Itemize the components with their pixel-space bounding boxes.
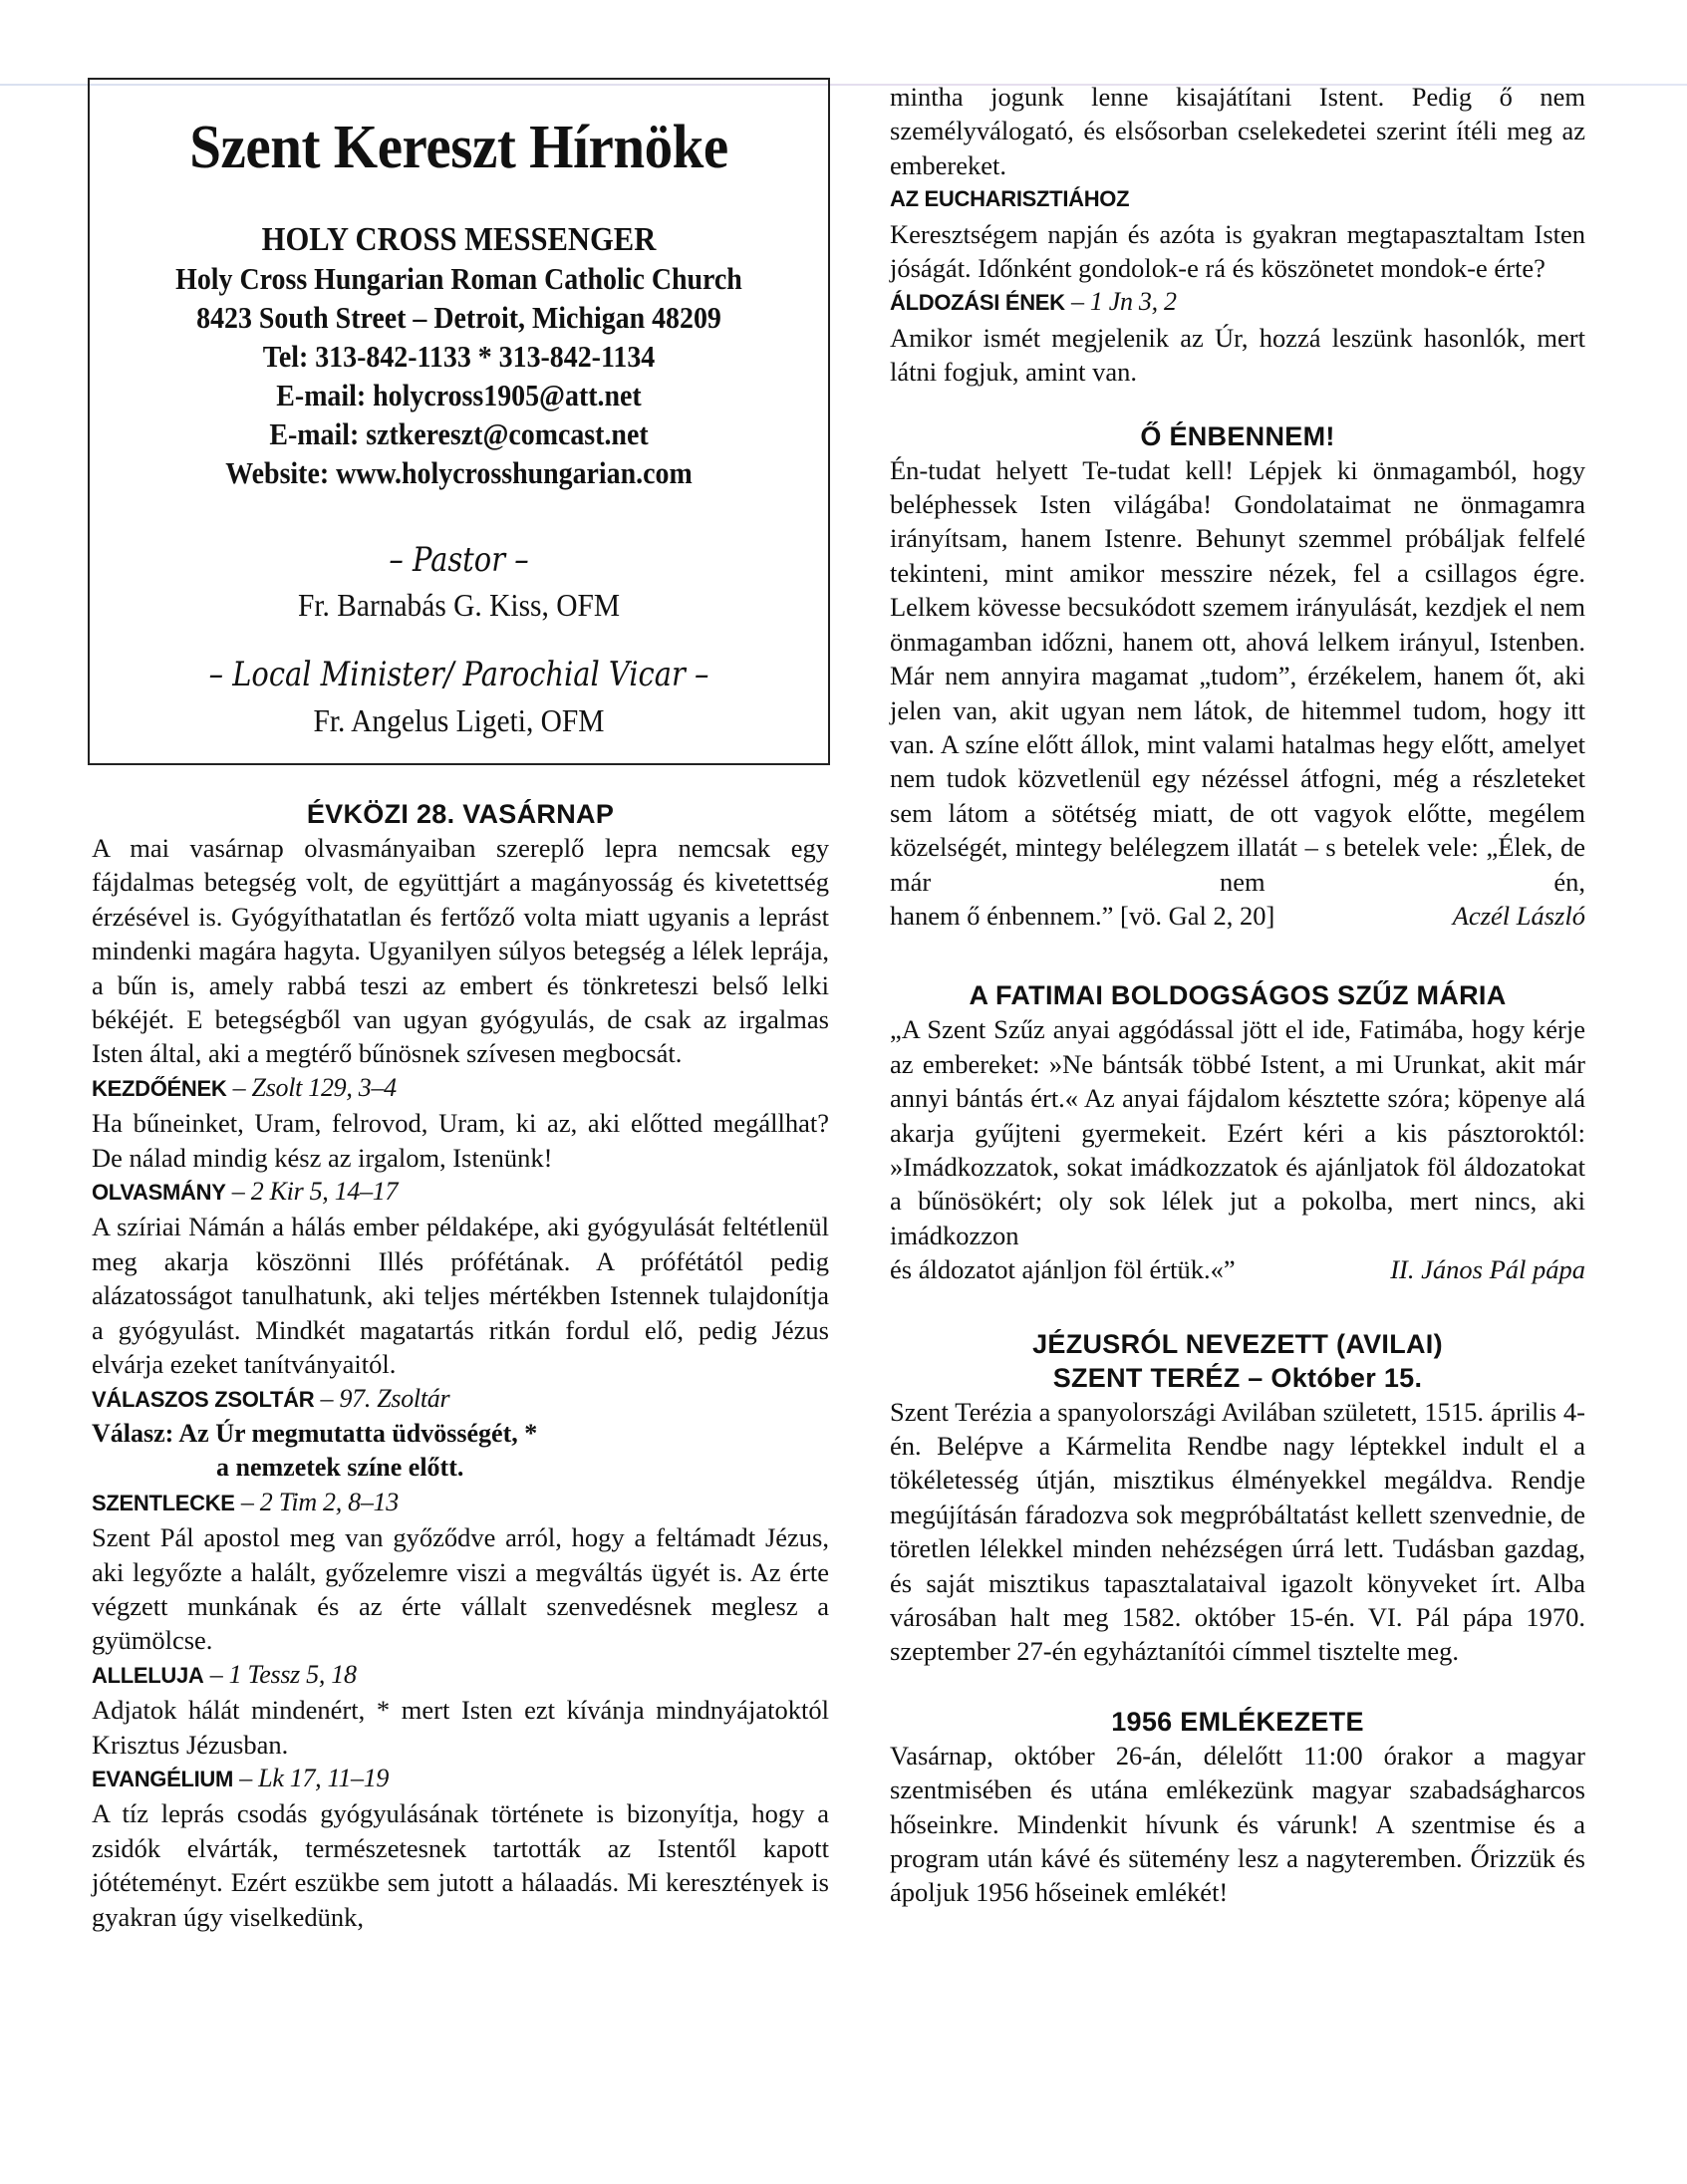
reading-label: ALLELUJA [92,1662,204,1688]
reading-sep: – [234,1487,260,1516]
article-closing [890,1252,1585,1286]
reading-label: EVANGÉLIUM [92,1766,234,1791]
eucharist-text: Keresztségem napján és azóta is gyakran megtapasztaltam Isten jóságát. Időnként gondolok-e rá és köszönetet mondok-e érte? [890,218,1585,284]
gospel-continuation: mintha jogunk lenne kisajátítani Istent. Pedig ő nem személyválogató, és elsősorban cselekedetei szerint ítéli meg az embereket. [890,82,1585,180]
reading-ref: 2 Tim 2, 8–13 [259,1487,399,1516]
reading-ref: 1 Tessz 5, 18 [228,1659,357,1689]
vicar-name: Fr. Angelus Ligeti, OFM [313,701,605,738]
article-title-line-2: SZENT TERÉZ – Október 15. [1052,1362,1423,1393]
right-column [890,80,1585,1910]
reading-ref: 2 Kir 5, 14–17 [250,1177,399,1207]
article-last-line: hanem ő énbennem.” [vö. Gal 2, 20] [890,900,1275,931]
reading-alleluia [92,1658,829,1762]
communion-sep: – [1064,287,1090,317]
reading-sep: – [226,1072,252,1102]
reading-entrance [92,1071,829,1175]
article-text: Én-tudat helyett Te-tudat kell! Lépjek ki önmagamból, hogy beléphessek Isten világába! Gondolataimat ne önmagamra irányítsam, hanem Istenre. Behunyt szemmel próbáljak felfelé tekinteni, mint amikor messzire nézek, fel a csillagos égre. Lelkem kövesse becsukódott szemem irányulását, kezdjek el nem önmagamban időzni, hanem ott, ahová lelkem irányul, Istenben. Már nem annyira magamat „tudom”, érzékelem, hanem őt, aki jelen van, akit ugyan nem látok, de hitemmel tudom, hogy itt van. A színe előtt állok, mint valami hatalmas hegy előtt, amelyet nem tudok közvetlenül egy nézéssel átfogni, még a részleteket sem látom a sötétség miatt, de ott vagyok előtte, megélem közelségét, mintegy belélegzem illatát – s betelek vele: „Élek, de már nem én, [890,454,1585,897]
article-title-line-1: JÉZUSRÓL NEVEZETT (AVILAI) [1032,1328,1443,1359]
sunday-title: ÉVKÖZI 28. VASÁRNAP [306,799,615,829]
church-phone: Tel: 313-842-1133 * 313-842-1134 [262,338,656,374]
reading-label: SZENTLECKE [92,1490,235,1515]
reading-text: A tíz leprás csodás gyógyulásának története is bizonyítja, hogy a zsidók elvárták, természetesnek tartották az Istentől kapott jótéteményt. Ezért eszükbe sem jutott a hálaadás. Mi keresztények is gyakran úgy viselkedünk, [92,1798,829,1932]
article-1956 [890,1705,1585,1910]
reading-second [92,1486,829,1658]
article-title: 1956 EMLÉKEZETE [1111,1706,1364,1737]
sunday-section [92,797,829,1071]
reading-sep: – [314,1383,340,1413]
church-email-2: E-mail: sztkereszt@comcast.net [269,415,649,451]
article-text: „A Szent Szűz anyai aggódással jött el ide, Fatimába, hogy kérje az embereket: »Ne bántsák többé Istent, a mi Urunkat, akit már annyi bántás ért.« Az anyai fájdalom késztette szóra; köpenye alá akarja gyűjteni gyermekeit. Ezért kéri a kis pásztoroktól: »Imádkozzatok, sokat imádkozzatok és ajánljatok föl áldozatokat a bűnösökért; oly sok lélek jut a pokolba, mert nincs, aki imádkozzon [890,1014,1585,1250]
masthead-box [88,78,830,765]
church-email-1: E-mail: holycross1905@att.net [276,377,642,412]
psalm-response-line-1: Válasz: Az Úr megmutatta üdvösségét, * [92,1418,538,1448]
reading-label: VÁLASZOS ZSOLTÁR [92,1386,315,1412]
reading-text: Adjatok hálát mindenért, * mert Isten ezt kívánja mindnyájatoktól Krisztus Jézusban. [92,1695,829,1760]
communion-text: Amikor ismét megjelenik az Úr, hozzá leszünk hasonlók, mert látni fogjuk, amint van. [890,322,1585,388]
reading-ref: Zsolt 129, 3–4 [251,1072,397,1102]
reading-first [92,1175,829,1381]
article-title: A FATIMAI BOLDOGSÁGOS SZŰZ MÁRIA [969,980,1507,1011]
article-author: II. János Pál pápa [1390,1254,1585,1285]
church-name: Holy Cross Hungarian Roman Catholic Church [175,260,742,296]
psalm-response-line-2: a nemzetek színe előtt. [216,1453,464,1483]
vicar-role: – Local Minister/ Parochial Vicar – [208,654,709,694]
article-fatima [890,978,1585,1286]
pastor-name: Fr. Barnabás G. Kiss, OFM [297,587,621,624]
pastor-role: – Pastor – [389,539,529,580]
article-title: Ő ÉNBENNEM! [1140,420,1335,451]
reading-label: OLVASMÁNY [92,1180,226,1206]
article-in-me [890,419,1585,934]
reading-text: Ha bűneinket, Uram, felrovod, Uram, ki az, aki előtted megállhat? De nálad mindig kész az irgalom, Istenünk! [92,1108,829,1173]
church-website: Website: www.holycrosshungarian.com [225,454,693,490]
reading-text: Szent Pál apostol meg van győződve arról, hogy a feltámadt Jézus, aki legyőzte a halált, győzelemre viszi a megváltás ügyét is. Az érte végzett munkának és az érte vállalt szenvedésnek meglesz a gyümölcse. [92,1522,829,1656]
article-author: Aczél László [1452,900,1585,931]
newsletter-subtitle: HOLY CROSS MESSENGER [261,221,657,259]
reading-label: KEZDŐÉNEK [92,1075,227,1101]
article-text: Vasárnap, október 26-án, délelőtt 11:00 órakor a magyar szentmisében és utána emlékezünk magyar szabadságharcos hőseinkre. Mindenkit hívunk és várunk! A szentmise és a program után kávé és sütemény lesz a nagyteremben. Őrizzük és ápoljuk 1956 hőseinek emlékét! [890,1740,1585,1908]
sunday-intro: A mai vasárnap olvasmányaiban szereplő lepra nemcsak egy fájdalmas betegség volt, de együttjárt a magányosság és kivetettség érzésével is. Gyógyíthatatlan és fertőző volta miatt ugyanis a leprást mindenki magára hagyta. Ugyanilyen súlyos betegség a lélek leprája, a bűn is, amely rabbá teszi az embert és tönkreteszi belső lelki békéjét. E betegségből van ugyan gyógyulás, de csak az irgalmas Isten által, aki a megtérő bűnösnek szívesen megbocsát. [92,833,829,1069]
article-closing [890,899,1585,933]
communion-label: ÁLDOZÁSI ÉNEK [890,290,1065,316]
reading-sep: – [203,1659,229,1689]
reading-ref: Lk 17, 11–19 [258,1763,390,1792]
church-address: 8423 South Street – Detroit, Michigan 48209 [196,299,721,335]
reading-sep: – [225,1177,251,1207]
left-column [92,797,829,1934]
eucharist-label: AZ EUCHARISZTIÁHOZ [890,186,1130,212]
communion-ref: 1 Jn 3, 2 [1089,287,1177,317]
reading-sep: – [233,1763,259,1792]
article-st-teresa [890,1327,1585,1669]
newsletter-title: Szent Kereszt Hírnöke [189,114,728,181]
reading-text: A szíriai Námán a hálás ember példaképe, aki gyógyulását feltétlenül meg akarja köszönni Illés prófétának. A prófétától pedig alázatosságot tanulhatunk, aki teljes mértékben Istennek tulajdonítja a gyógyulást. Mindkét magatartás ritkán fordul elő, pedig Jézus elvárja ezeket tanítványaitól. [92,1212,829,1380]
reading-gospel [92,1762,829,1934]
readings-list [92,1071,829,1934]
reading-ref: 97. Zsoltár [339,1383,450,1413]
article-text: Szent Terézia a spanyolországi Avilában született, 1515. április 4-én. Belépve a Kármelita Rendbe nagy léptekkel indult el a tökéletesség útján, misztikus élményekkel megáldva. Rendje megújításán fáradozva sok megpróbáltatást kellett szenvednie, de töretlen lélekkel minden nehézségen úrrá lett. Tudásban gazdag, és saját misztikus tapasztalataival igazolt könyveket írt. Alba városában halt meg 1582. október 15-én. VI. Pál pápa 1970. szeptember 27-én egyháztanítói címmel tisztelte meg. [890,1396,1585,1667]
article-last-line: és áldozatot ajánljon föl értük.«” [890,1254,1236,1285]
reading-psalm [92,1382,829,1486]
